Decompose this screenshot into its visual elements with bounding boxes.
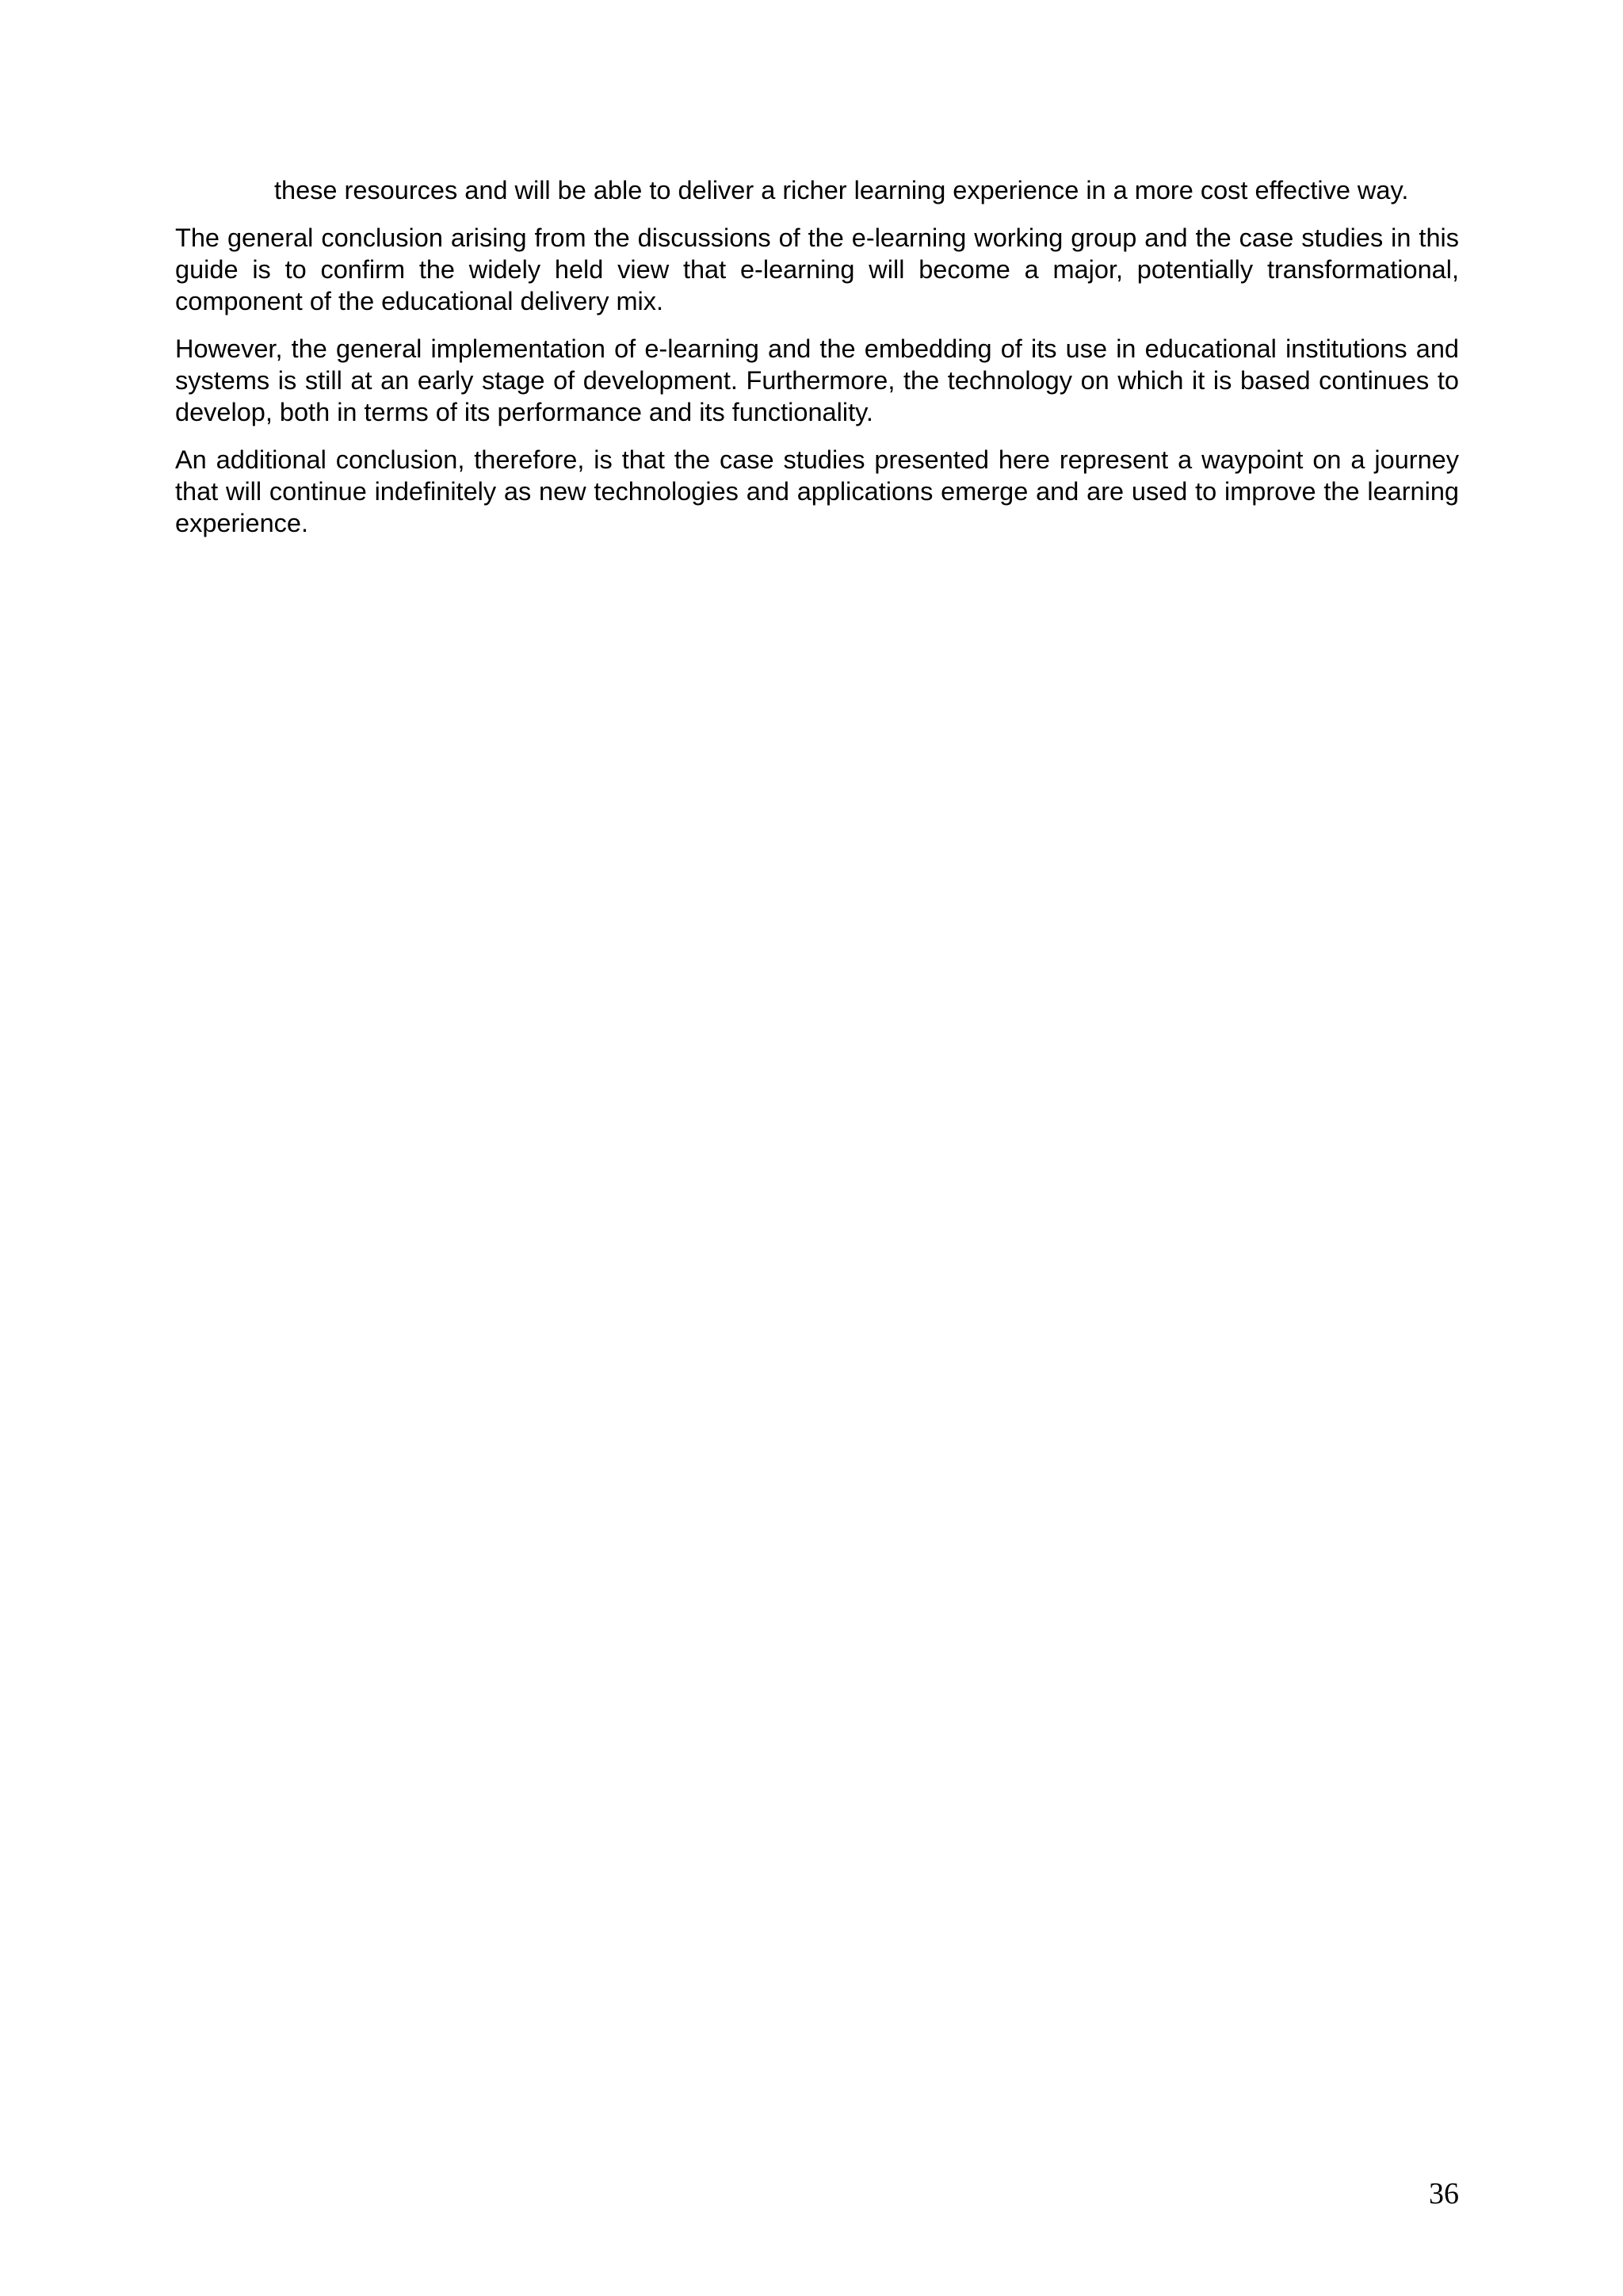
body-text (175, 174, 1459, 555)
paragraph-general-conclusion: The general conclusion arising from the discussions of the e-learning working group and the case studies in this guide is to confirm the widely held view that e-learning will become a major, potentially transformational, component of the educational delivery mix. (175, 223, 1459, 315)
paragraph-implementation: However, the general implementation of e-learning and the embedding of its use in educational institutions and systems is still at an early stage of development. Furthermore, the technology on which it is based continues to develop, both in terms of its performance and its functionality. (175, 334, 1459, 426)
paragraph-additional-conclusion: An additional conclusion, therefore, is that the case studies presented here represent a waypoint on a journey that will continue indefinitely as new technologies and applications emerge and are used to improve the learning experience. (175, 445, 1459, 537)
paragraph-continuation: these resources and will be able to deliver a richer learning experience in a more cost effective way. (274, 176, 1409, 204)
page-number: 36 (1429, 2177, 1459, 2210)
